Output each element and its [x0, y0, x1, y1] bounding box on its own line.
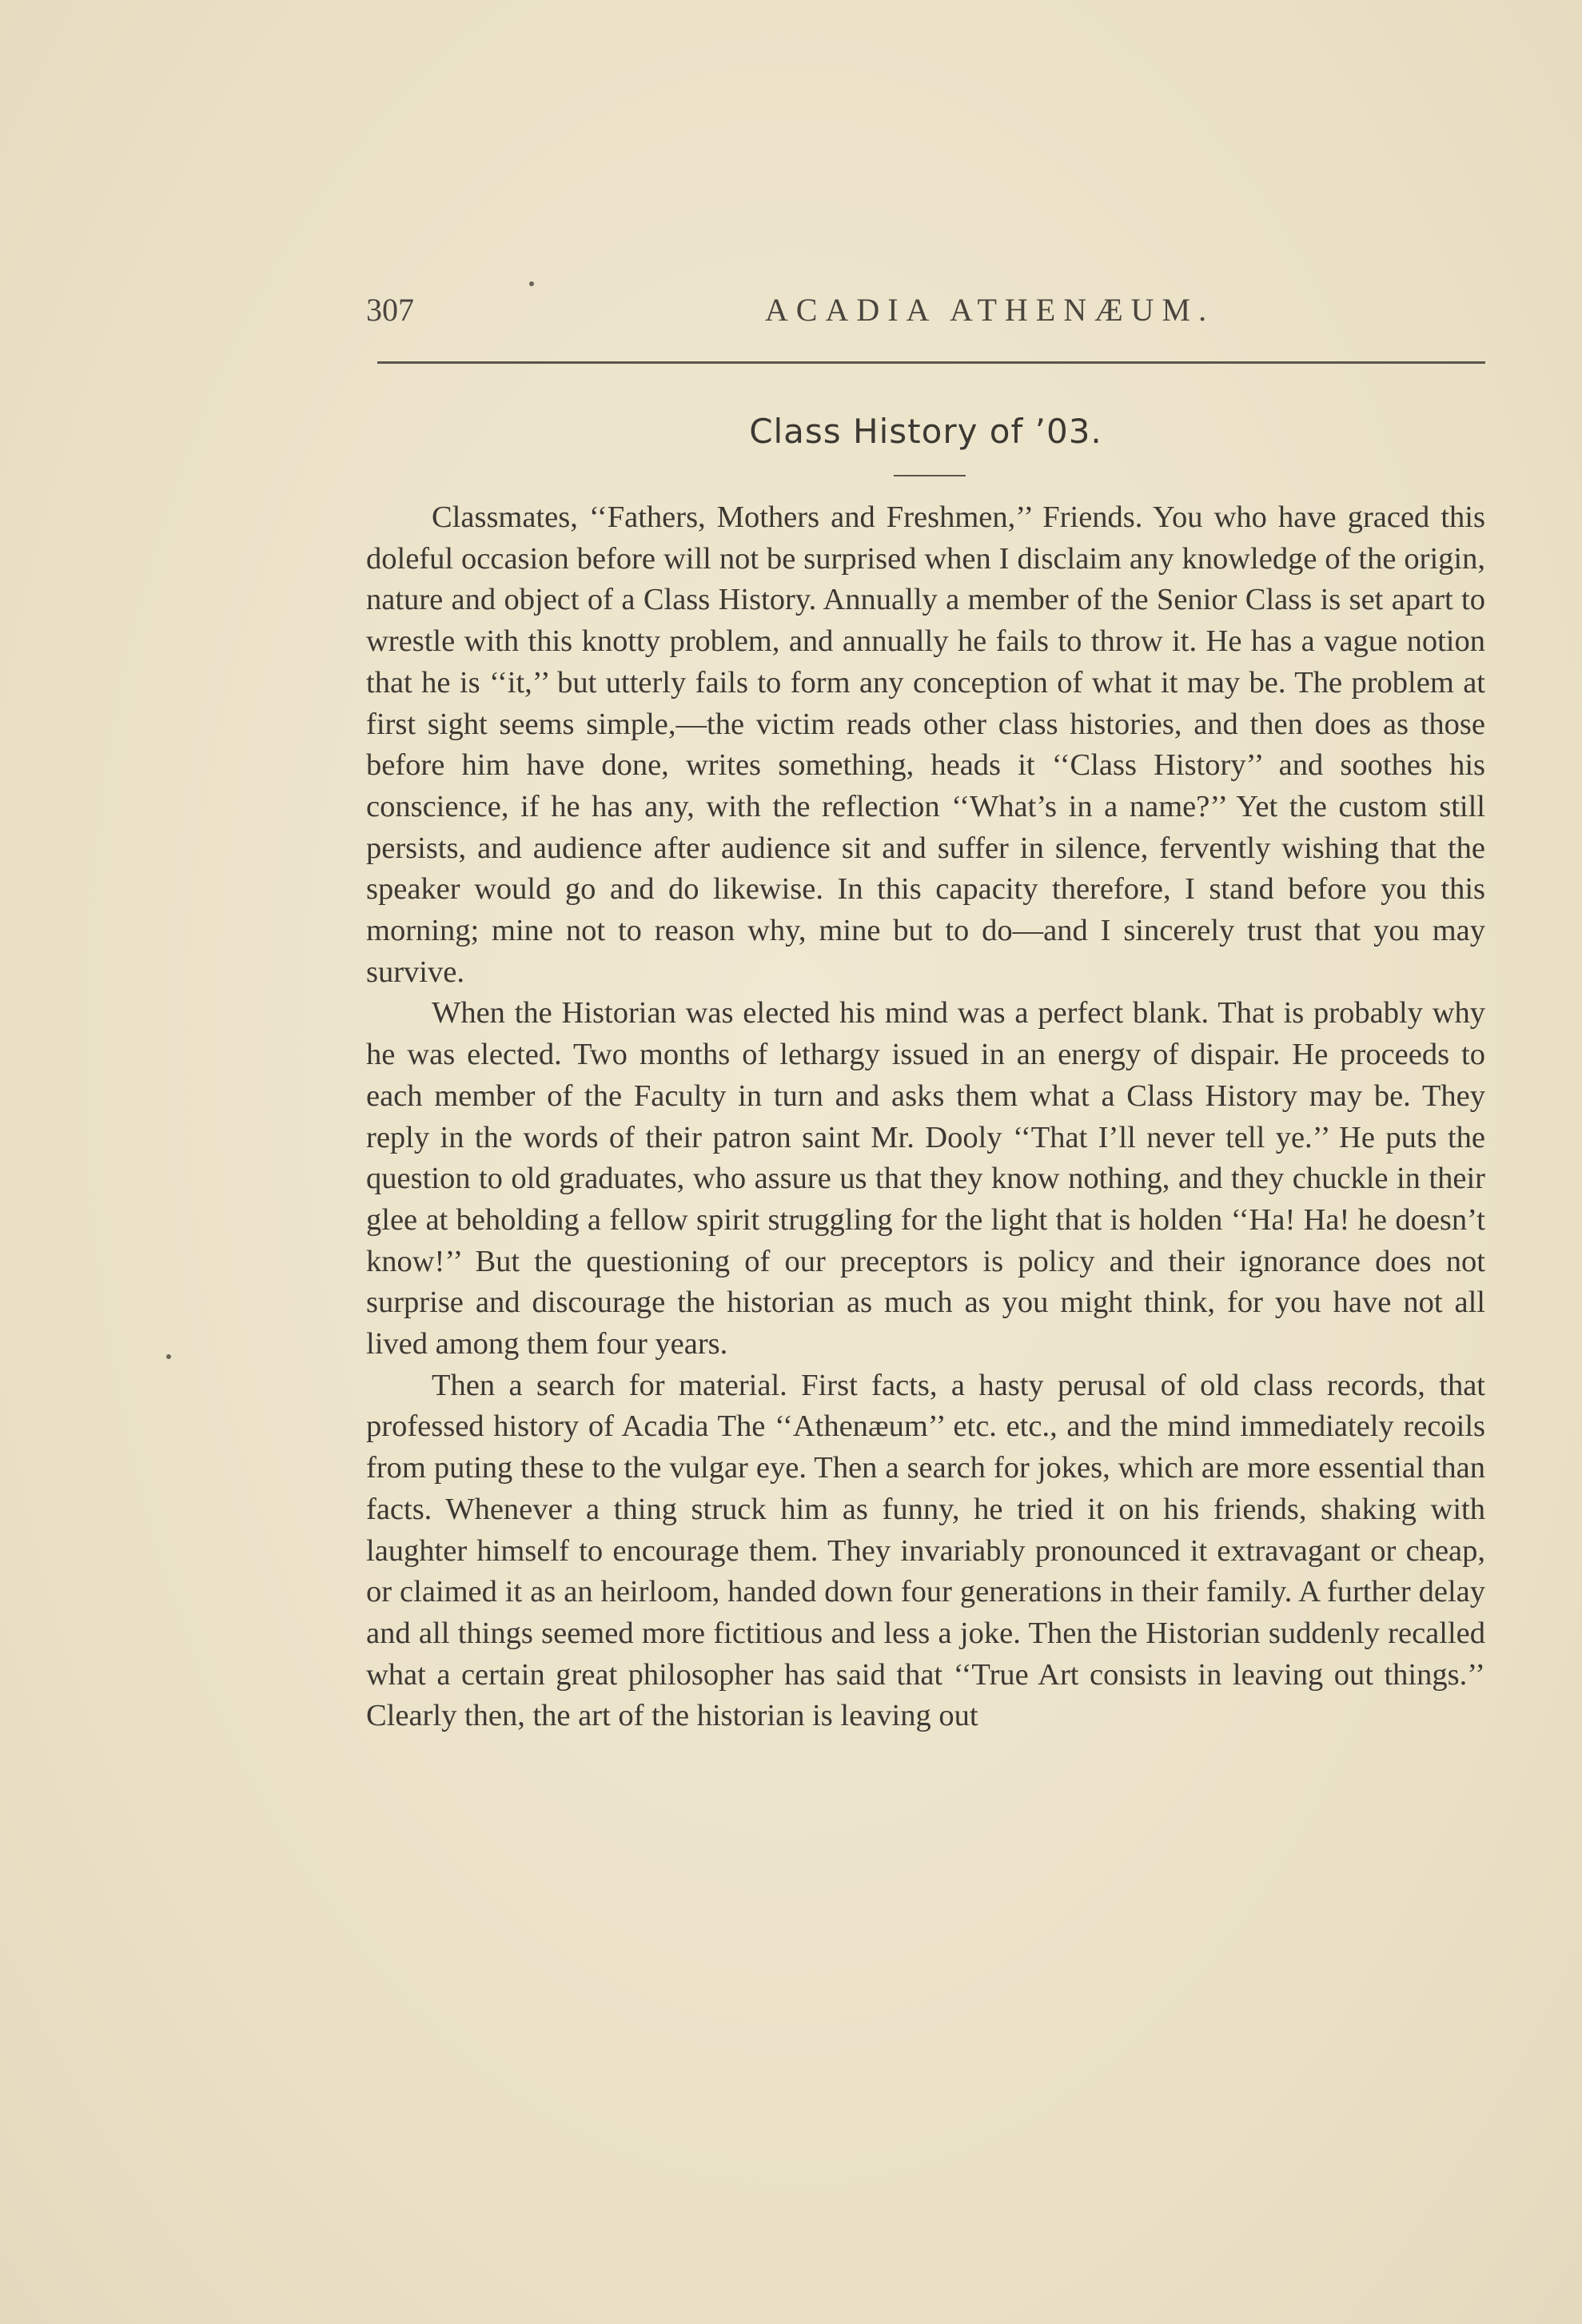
article-title: Class History of ’03.: [749, 412, 1102, 451]
paragraph: Classmates, ‘‘Fathers, Mothers and Freshmen,’’ Friends. You who have graced this doleful occasion before will not be surprised when I disclaim any knowledge of the origin, nature and object of a Class History. Annually a member of the Senior Class is set apart to wrestle with this knotty problem, and annually he fails to throw it. He has a vague notion that he is ‘‘it,’’ but utterly fails to form any conception of what it may be. The problem at first sight seems simple,—the victim reads other class histories, and then does as those before him have done, writes something, heads it ‘‘Class History’’ and soothes his conscience, if he has any, with the reflection ‘‘What’s in a name?’’ Yet the custom still persists, and audience after audience sit and suffer in silence, fervently wishing that the speaker would go and do likewise. In this capacity therefore, I stand before you this morning; mine not to reason why, mine but to do—and I sincerely trust that you may survive.: [366, 500, 1485, 989]
paper-speck: [529, 281, 534, 286]
title-rule: [894, 475, 966, 476]
running-title: ACADIA ATHENÆUM.: [764, 292, 1215, 328]
paper-speck: [166, 1354, 171, 1359]
page-number: 307: [366, 292, 414, 328]
paragraph: When the Historian was elected his mind was a perfect blank. That is probably why he was elected. Two months of lethargy issued in an energy of dispair. He proceeds to each member of the Faculty in turn and asks them what a Class History may be. They reply in the words of their patron saint Mr. Dooly ‘‘That I’ll never tell ye.’’ He puts the question to old graduates, who assure us that they know nothing, and they chuckle in their glee at beholding a fellow spirit struggling for the light that is holden ‘‘Ha! Ha! he doesn’t know!’’ But the questioning of our preceptors is policy and their ignorance does not surprise and discourage the historian as much as you might think, for you have not all lived among them four years.: [366, 996, 1485, 1361]
article-body: [366, 497, 1485, 1737]
page-header: [366, 291, 1485, 339]
paragraph: Then a search for material. First facts, a hasty perusal of old class records, that professed history of Acadia The ‘‘Athenæum’’ etc. etc., and the mind immediately recoils from puting these to the vulgar eye. Then a search for jokes, which are more essential than facts. Whenever a thing struck him as funny, he tried it on his friends, shaking with laughter himself to encourage them. They invariably pronounced it extravagant or cheap, or claimed it as an heirloom, handed down four generations in their family. A further delay and all things seemed more fictitious and less a joke. Then the Historian suddenly recalled what a certain great philosopher has said that ‘‘True Art consists in leaving out things.’’ Clearly then, the art of the historian is leaving out: [366, 1368, 1485, 1733]
header-rule: [377, 361, 1485, 364]
